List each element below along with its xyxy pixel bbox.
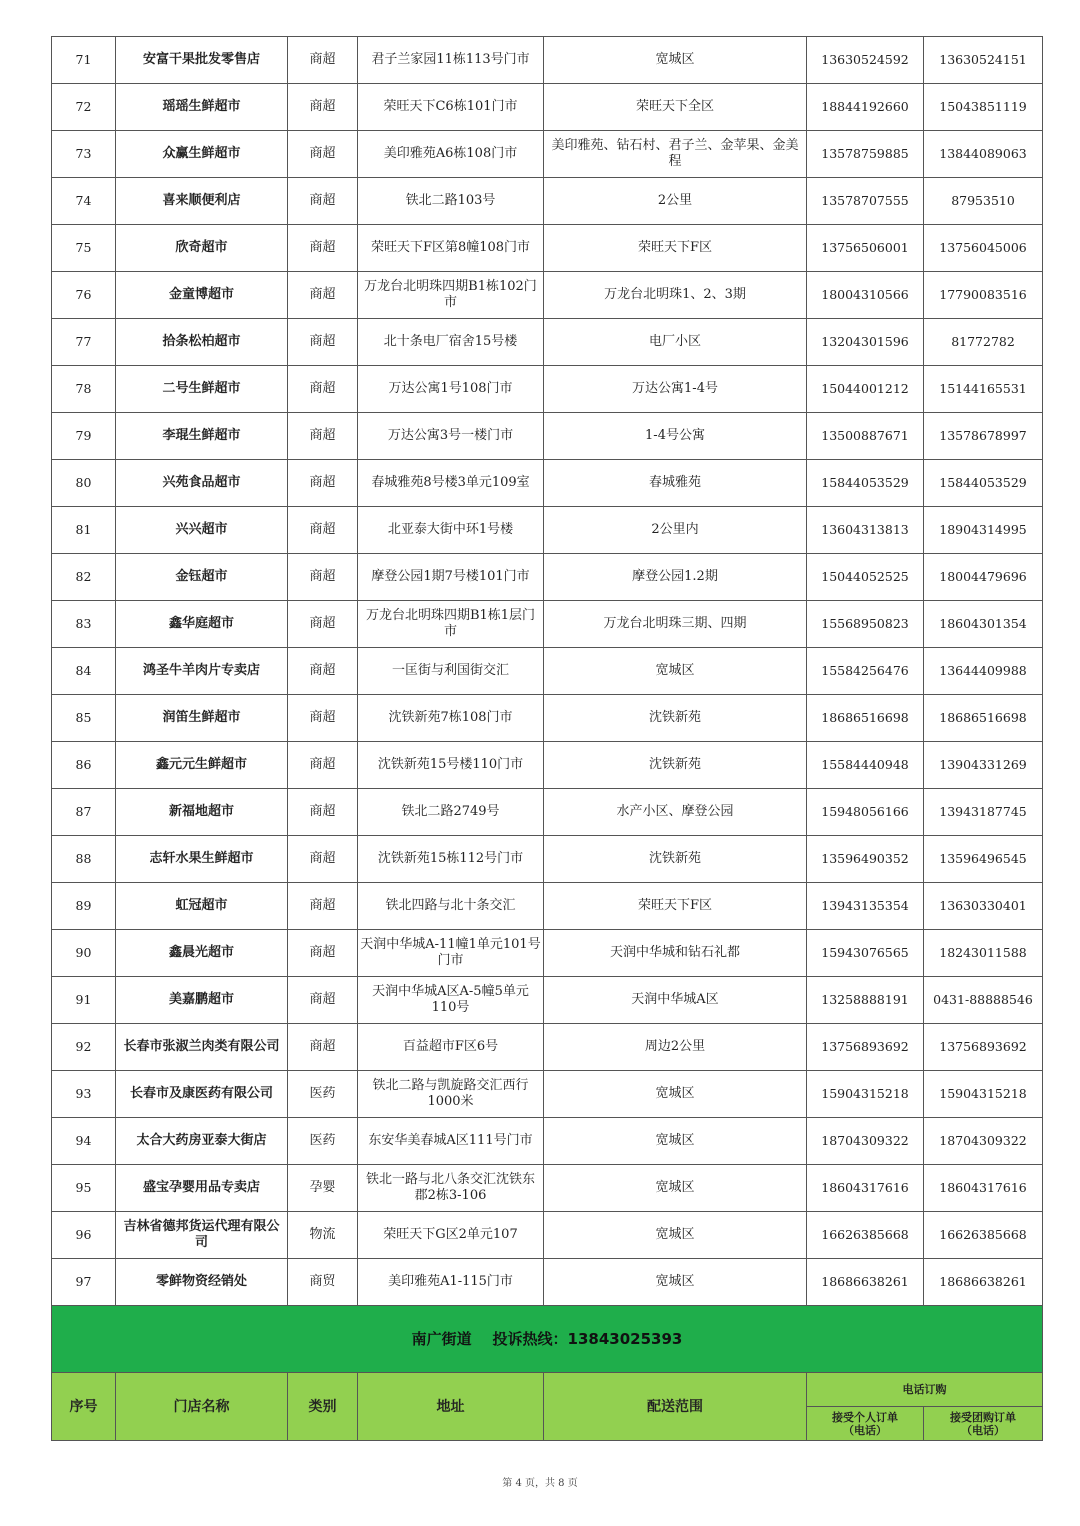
cell-address: 东安华美春城A区111号门市 bbox=[358, 1118, 544, 1165]
cell-type: 商超 bbox=[288, 601, 358, 648]
cell-no: 71 bbox=[52, 37, 116, 84]
cell-group-phone: 13578678997 bbox=[924, 413, 1043, 460]
header-name: 门店名称 bbox=[116, 1373, 288, 1441]
table-row bbox=[52, 1118, 1043, 1165]
header-personal-line2: （电话） bbox=[843, 1423, 887, 1437]
cell-group-phone: 13904331269 bbox=[924, 742, 1043, 789]
table-row bbox=[52, 1024, 1043, 1071]
cell-no: 77 bbox=[52, 319, 116, 366]
cell-store-name: 金童博超市 bbox=[116, 272, 288, 319]
cell-personal-phone: 15844053529 bbox=[807, 460, 924, 507]
table-row bbox=[52, 37, 1043, 84]
cell-area: 沈铁新苑 bbox=[544, 836, 807, 883]
cell-no: 86 bbox=[52, 742, 116, 789]
cell-group-phone: 15144165531 bbox=[924, 366, 1043, 413]
cell-group-phone: 13943187745 bbox=[924, 789, 1043, 836]
table-row bbox=[52, 319, 1043, 366]
cell-group-phone: 13644409988 bbox=[924, 648, 1043, 695]
cell-address: 天润中华城A区A-5幢5单元110号 bbox=[358, 977, 544, 1024]
cell-area: 宽城区 bbox=[544, 1165, 807, 1212]
cell-personal-phone: 13596490352 bbox=[807, 836, 924, 883]
cell-store-name: 新福地超市 bbox=[116, 789, 288, 836]
cell-type: 商超 bbox=[288, 507, 358, 554]
cell-address: 沈铁新苑15号楼110门市 bbox=[358, 742, 544, 789]
table-row bbox=[52, 695, 1043, 742]
table-row bbox=[52, 460, 1043, 507]
cell-store-name: 鑫元元生鲜超市 bbox=[116, 742, 288, 789]
cell-type: 商超 bbox=[288, 930, 358, 977]
cell-store-name: 鑫晨光超市 bbox=[116, 930, 288, 977]
cell-group-phone: 13630330401 bbox=[924, 883, 1043, 930]
table-row bbox=[52, 789, 1043, 836]
cell-area: 沈铁新苑 bbox=[544, 742, 807, 789]
cell-personal-phone: 13756506001 bbox=[807, 225, 924, 272]
cell-address: 荣旺天下G区2单元107 bbox=[358, 1212, 544, 1259]
cell-address: 铁北二路2749号 bbox=[358, 789, 544, 836]
table-row bbox=[52, 366, 1043, 413]
table-row bbox=[52, 554, 1043, 601]
cell-store-name: 鸿圣牛羊肉片专卖店 bbox=[116, 648, 288, 695]
table-row bbox=[52, 1071, 1043, 1118]
cell-no: 89 bbox=[52, 883, 116, 930]
cell-group-phone: 87953510 bbox=[924, 178, 1043, 225]
complaint-hotline: 投诉热线：13843025393 bbox=[492, 1330, 683, 1348]
cell-type: 商超 bbox=[288, 648, 358, 695]
cell-no: 79 bbox=[52, 413, 116, 460]
cell-type: 商超 bbox=[288, 789, 358, 836]
table-row bbox=[52, 836, 1043, 883]
cell-address: 铁北二路与凯旋路交汇西行1000米 bbox=[358, 1071, 544, 1118]
cell-personal-phone: 13258888191 bbox=[807, 977, 924, 1024]
table-row bbox=[52, 930, 1043, 977]
cell-store-name: 鑫华庭超市 bbox=[116, 601, 288, 648]
cell-store-name: 虹冠超市 bbox=[116, 883, 288, 930]
cell-group-phone: 13756893692 bbox=[924, 1024, 1043, 1071]
cell-group-phone: 13596496545 bbox=[924, 836, 1043, 883]
table-row bbox=[52, 977, 1043, 1024]
cell-no: 82 bbox=[52, 554, 116, 601]
cell-group-phone: 18704309322 bbox=[924, 1118, 1043, 1165]
cell-no: 93 bbox=[52, 1071, 116, 1118]
cell-store-name: 金钰超市 bbox=[116, 554, 288, 601]
cell-no: 83 bbox=[52, 601, 116, 648]
cell-no: 72 bbox=[52, 84, 116, 131]
cell-area: 摩登公园1.2期 bbox=[544, 554, 807, 601]
cell-address: 荣旺天下F区第8幢108门市 bbox=[358, 225, 544, 272]
cell-personal-phone: 18844192660 bbox=[807, 84, 924, 131]
cell-store-name: 志轩水果生鲜超市 bbox=[116, 836, 288, 883]
cell-group-phone: 81772782 bbox=[924, 319, 1043, 366]
cell-no: 84 bbox=[52, 648, 116, 695]
header-personal-line1: 接受个人订单 bbox=[832, 1410, 898, 1424]
cell-area: 万龙台北明珠三期、四期 bbox=[544, 601, 807, 648]
cell-area: 周边2公里 bbox=[544, 1024, 807, 1071]
cell-type: 商超 bbox=[288, 178, 358, 225]
cell-area: 宽城区 bbox=[544, 37, 807, 84]
cell-group-phone: 16626385668 bbox=[924, 1212, 1043, 1259]
cell-type: 医药 bbox=[288, 1118, 358, 1165]
cell-area: 宽城区 bbox=[544, 1118, 807, 1165]
header-group-order bbox=[924, 1407, 1043, 1441]
cell-store-name: 二号生鲜超市 bbox=[116, 366, 288, 413]
cell-group-phone: 15844053529 bbox=[924, 460, 1043, 507]
cell-personal-phone: 13604313813 bbox=[807, 507, 924, 554]
cell-no: 94 bbox=[52, 1118, 116, 1165]
cell-store-name: 李琨生鲜超市 bbox=[116, 413, 288, 460]
header-group-line1: 接受团购订单 bbox=[950, 1410, 1016, 1424]
table-row bbox=[52, 507, 1043, 554]
cell-no: 90 bbox=[52, 930, 116, 977]
cell-group-phone: 18004479696 bbox=[924, 554, 1043, 601]
cell-type: 商超 bbox=[288, 695, 358, 742]
cell-type: 商超 bbox=[288, 366, 358, 413]
table-row bbox=[52, 742, 1043, 789]
cell-area: 天润中华城和钻石礼都 bbox=[544, 930, 807, 977]
cell-address: 美印雅苑A1-115门市 bbox=[358, 1259, 544, 1306]
cell-personal-phone: 18686638261 bbox=[807, 1259, 924, 1306]
cell-store-name: 长春市张淑兰肉类有限公司 bbox=[116, 1024, 288, 1071]
cell-personal-phone: 18004310566 bbox=[807, 272, 924, 319]
cell-store-name: 安富干果批发零售店 bbox=[116, 37, 288, 84]
cell-type: 商超 bbox=[288, 413, 358, 460]
table-row bbox=[52, 1165, 1043, 1212]
cell-address: 铁北一路与北八条交汇沈铁东郡2栋3-106 bbox=[358, 1165, 544, 1212]
cell-type: 商超 bbox=[288, 225, 358, 272]
header-group-line2: （电话） bbox=[961, 1423, 1005, 1437]
cell-area: 沈铁新苑 bbox=[544, 695, 807, 742]
cell-group-phone: 0431-88888546 bbox=[924, 977, 1043, 1024]
cell-store-name: 欣奇超市 bbox=[116, 225, 288, 272]
cell-personal-phone: 18704309322 bbox=[807, 1118, 924, 1165]
cell-type: 医药 bbox=[288, 1071, 358, 1118]
cell-address: 美印雅苑A6栋108门市 bbox=[358, 131, 544, 178]
cell-address: 摩登公园1期7号楼101门市 bbox=[358, 554, 544, 601]
cell-area: 水产小区、摩登公园 bbox=[544, 789, 807, 836]
cell-personal-phone: 15943076565 bbox=[807, 930, 924, 977]
cell-address: 百益超市F区6号 bbox=[358, 1024, 544, 1071]
cell-personal-phone: 15044052525 bbox=[807, 554, 924, 601]
table-row bbox=[52, 272, 1043, 319]
cell-address: 北十条电厂宿舍15号楼 bbox=[358, 319, 544, 366]
cell-personal-phone: 13943135354 bbox=[807, 883, 924, 930]
cell-type: 商超 bbox=[288, 460, 358, 507]
cell-area: 春城雅苑 bbox=[544, 460, 807, 507]
table-row bbox=[52, 601, 1043, 648]
table-row bbox=[52, 413, 1043, 460]
cell-area: 天润中华城A区 bbox=[544, 977, 807, 1024]
cell-group-phone: 17790083516 bbox=[924, 272, 1043, 319]
cell-area: 美印雅苑、钻石村、君子兰、金苹果、金美程 bbox=[544, 131, 807, 178]
cell-type: 商超 bbox=[288, 836, 358, 883]
table-row bbox=[52, 84, 1043, 131]
cell-area: 宽城区 bbox=[544, 1212, 807, 1259]
cell-no: 95 bbox=[52, 1165, 116, 1212]
cell-store-name: 兴苑食品超市 bbox=[116, 460, 288, 507]
cell-address: 沈铁新苑7栋108门市 bbox=[358, 695, 544, 742]
cell-store-name: 众赢生鲜超市 bbox=[116, 131, 288, 178]
section-title: 南广街道 bbox=[411, 1330, 472, 1348]
cell-personal-phone: 15584440948 bbox=[807, 742, 924, 789]
cell-type: 商超 bbox=[288, 977, 358, 1024]
cell-store-name: 太合大药房亚泰大街店 bbox=[116, 1118, 288, 1165]
cell-no: 97 bbox=[52, 1259, 116, 1306]
cell-address: 万达公寓1号108门市 bbox=[358, 366, 544, 413]
cell-address: 沈铁新苑15栋112号门市 bbox=[358, 836, 544, 883]
cell-personal-phone: 15568950823 bbox=[807, 601, 924, 648]
cell-store-name: 拾条松柏超市 bbox=[116, 319, 288, 366]
cell-address: 春城雅苑8号楼3单元109室 bbox=[358, 460, 544, 507]
cell-personal-phone: 13578759885 bbox=[807, 131, 924, 178]
cell-no: 91 bbox=[52, 977, 116, 1024]
cell-no: 75 bbox=[52, 225, 116, 272]
cell-personal-phone: 15584256476 bbox=[807, 648, 924, 695]
cell-personal-phone: 15044001212 bbox=[807, 366, 924, 413]
cell-group-phone: 18243011588 bbox=[924, 930, 1043, 977]
cell-area: 宽城区 bbox=[544, 1259, 807, 1306]
cell-address: 君子兰家园11栋113号门市 bbox=[358, 37, 544, 84]
cell-personal-phone: 13204301596 bbox=[807, 319, 924, 366]
header-personal-order bbox=[807, 1407, 924, 1441]
cell-group-phone: 18686638261 bbox=[924, 1259, 1043, 1306]
cell-group-phone: 15043851119 bbox=[924, 84, 1043, 131]
table-row bbox=[52, 225, 1043, 272]
cell-type: 孕婴 bbox=[288, 1165, 358, 1212]
cell-type: 商超 bbox=[288, 554, 358, 601]
cell-type: 商超 bbox=[288, 319, 358, 366]
table-row bbox=[52, 1212, 1043, 1259]
cell-area: 电厂小区 bbox=[544, 319, 807, 366]
cell-personal-phone: 13500887671 bbox=[807, 413, 924, 460]
cell-personal-phone: 13578707555 bbox=[807, 178, 924, 225]
cell-store-name: 长春市及康医药有限公司 bbox=[116, 1071, 288, 1118]
store-table bbox=[51, 36, 1043, 1441]
cell-no: 85 bbox=[52, 695, 116, 742]
cell-store-name: 吉林省德邦货运代理有限公司 bbox=[116, 1212, 288, 1259]
cell-no: 96 bbox=[52, 1212, 116, 1259]
cell-personal-phone: 16626385668 bbox=[807, 1212, 924, 1259]
cell-type: 商超 bbox=[288, 272, 358, 319]
table-row bbox=[52, 883, 1043, 930]
table-row bbox=[52, 648, 1043, 695]
cell-area: 荣旺天下F区 bbox=[544, 225, 807, 272]
cell-type: 物流 bbox=[288, 1212, 358, 1259]
cell-store-name: 润笛生鲜超市 bbox=[116, 695, 288, 742]
cell-personal-phone: 13756893692 bbox=[807, 1024, 924, 1071]
header-row bbox=[52, 1373, 1043, 1407]
header-address: 地址 bbox=[358, 1373, 544, 1441]
cell-area: 2公里 bbox=[544, 178, 807, 225]
cell-store-name: 盛宝孕婴用品专卖店 bbox=[116, 1165, 288, 1212]
cell-no: 81 bbox=[52, 507, 116, 554]
cell-group-phone: 18604317616 bbox=[924, 1165, 1043, 1212]
cell-address: 天润中华城A-11幢1单元101号门市 bbox=[358, 930, 544, 977]
cell-area: 万龙台北明珠1、2、3期 bbox=[544, 272, 807, 319]
cell-no: 80 bbox=[52, 460, 116, 507]
cell-group-phone: 18904314995 bbox=[924, 507, 1043, 554]
cell-no: 73 bbox=[52, 131, 116, 178]
cell-group-phone: 13844089063 bbox=[924, 131, 1043, 178]
cell-area: 宽城区 bbox=[544, 1071, 807, 1118]
cell-address: 万达公寓3号一楼门市 bbox=[358, 413, 544, 460]
cell-store-name: 瑶瑶生鲜超市 bbox=[116, 84, 288, 131]
section-banner bbox=[52, 1306, 1043, 1373]
cell-address: 一匡街与利国街交汇 bbox=[358, 648, 544, 695]
cell-group-phone: 15904315218 bbox=[924, 1071, 1043, 1118]
cell-type: 商超 bbox=[288, 131, 358, 178]
cell-personal-phone: 18604317616 bbox=[807, 1165, 924, 1212]
cell-store-name: 零鲜物资经销处 bbox=[116, 1259, 288, 1306]
header-phone-group: 电话订购 bbox=[807, 1373, 1043, 1407]
cell-group-phone: 18604301354 bbox=[924, 601, 1043, 648]
cell-no: 87 bbox=[52, 789, 116, 836]
cell-group-phone: 13756045006 bbox=[924, 225, 1043, 272]
cell-no: 74 bbox=[52, 178, 116, 225]
cell-area: 万达公寓1-4号 bbox=[544, 366, 807, 413]
cell-personal-phone: 15904315218 bbox=[807, 1071, 924, 1118]
cell-type: 商超 bbox=[288, 37, 358, 84]
table-row bbox=[52, 1259, 1043, 1306]
cell-address: 北亚泰大街中环1号楼 bbox=[358, 507, 544, 554]
cell-area: 1-4号公寓 bbox=[544, 413, 807, 460]
cell-store-name: 兴兴超市 bbox=[116, 507, 288, 554]
cell-address: 荣旺天下C6栋101门市 bbox=[358, 84, 544, 131]
table-row bbox=[52, 131, 1043, 178]
cell-area: 宽城区 bbox=[544, 648, 807, 695]
cell-group-phone: 13630524151 bbox=[924, 37, 1043, 84]
cell-type: 商超 bbox=[288, 84, 358, 131]
table-row bbox=[52, 178, 1043, 225]
cell-personal-phone: 15948056166 bbox=[807, 789, 924, 836]
cell-no: 92 bbox=[52, 1024, 116, 1071]
cell-store-name: 美嘉鹏超市 bbox=[116, 977, 288, 1024]
page-footer: 第 4 页，共 8 页 bbox=[502, 1478, 578, 1489]
header-no: 序号 bbox=[52, 1373, 116, 1441]
cell-area: 2公里内 bbox=[544, 507, 807, 554]
cell-address: 铁北二路103号 bbox=[358, 178, 544, 225]
cell-address: 铁北四路与北十条交汇 bbox=[358, 883, 544, 930]
cell-area: 荣旺天下全区 bbox=[544, 84, 807, 131]
header-area: 配送范围 bbox=[544, 1373, 807, 1441]
cell-store-name: 喜来顺便利店 bbox=[116, 178, 288, 225]
cell-type: 商超 bbox=[288, 1024, 358, 1071]
cell-type: 商贸 bbox=[288, 1259, 358, 1306]
cell-group-phone: 18686516698 bbox=[924, 695, 1043, 742]
cell-area: 荣旺天下F区 bbox=[544, 883, 807, 930]
header-type: 类别 bbox=[288, 1373, 358, 1441]
cell-type: 商超 bbox=[288, 883, 358, 930]
cell-no: 78 bbox=[52, 366, 116, 413]
cell-address: 万龙台北明珠四期B1栋1层门市 bbox=[358, 601, 544, 648]
cell-no: 88 bbox=[52, 836, 116, 883]
cell-personal-phone: 13630524592 bbox=[807, 37, 924, 84]
cell-no: 76 bbox=[52, 272, 116, 319]
cell-address: 万龙台北明珠四期B1栋102门市 bbox=[358, 272, 544, 319]
cell-type: 商超 bbox=[288, 742, 358, 789]
cell-personal-phone: 18686516698 bbox=[807, 695, 924, 742]
